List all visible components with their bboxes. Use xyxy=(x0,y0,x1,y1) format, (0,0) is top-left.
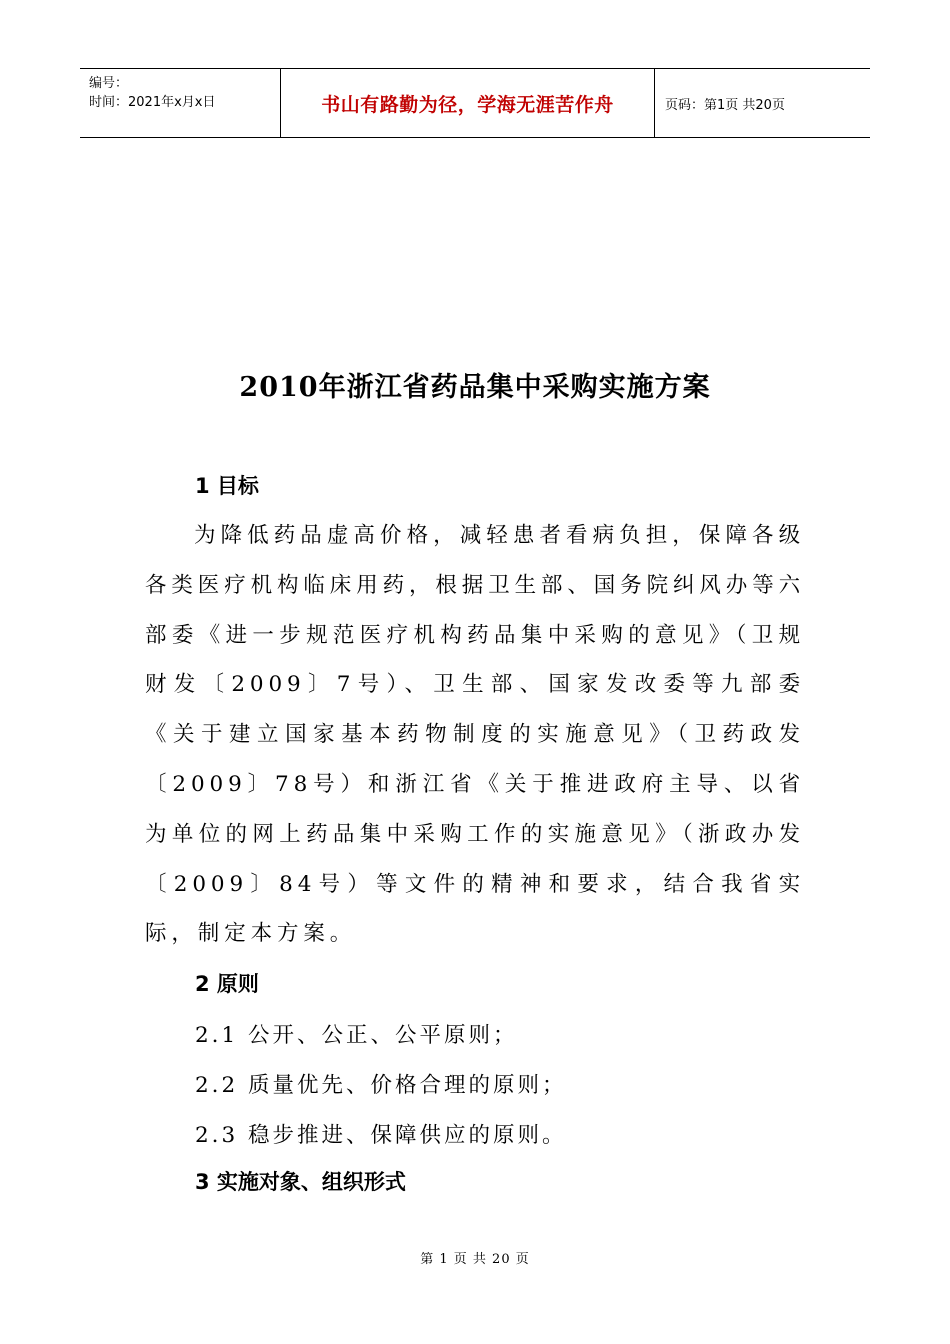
document-time-label: 时间：2021年x月x日 xyxy=(89,95,216,110)
page-header xyxy=(80,68,870,138)
header-motto: 书山有路勤为径，学海无涯苦作舟 xyxy=(321,93,614,116)
section-2-item-1: 2.1 公开、公正、公平原则； xyxy=(195,1023,518,1048)
section-2-heading: 2 原则 xyxy=(195,972,259,996)
section-2-item-2: 2.2 质量优先、价格合理的原则； xyxy=(195,1073,567,1098)
header-meta-cell xyxy=(80,69,281,137)
section-1-paragraph: 为降低药品虚高价格，减轻患者看病负担，保障各级各类医疗机构临床用药，根据卫生部、国务院纠风办等六部委《进一步规范医疗机构药品集中采购的意见》（卫规财发〔2009〕7号）、卫生部、国家发改委等九部委《关于建立国家基本药物制度的实施意见》（卫药政发〔2009〕78号）和浙江省《关于推进政府主导、以省为单位的网上药品集中采购工作的实施意见》（浙政办发〔2009〕84号）等文件的精神和要求，结合我省实际，制定本方案。 xyxy=(145,523,806,947)
section-1-heading: 1 目标 xyxy=(195,474,259,498)
section-3-heading: 3 实施对象、组织形式 xyxy=(195,1170,406,1194)
document-title: 2010年浙江省药品集中采购实施方案 xyxy=(239,372,711,403)
document-number-label: 编号： xyxy=(89,76,129,91)
page-footer: 第 1 页 共 20 页 xyxy=(420,1252,530,1267)
header-motto-cell xyxy=(281,69,655,137)
header-page-cell xyxy=(655,69,870,137)
section-2-item-3: 2.3 稳步推进、保障供应的原则。 xyxy=(195,1123,567,1148)
header-page-label: 页码：第1页 共20页 xyxy=(665,97,785,113)
